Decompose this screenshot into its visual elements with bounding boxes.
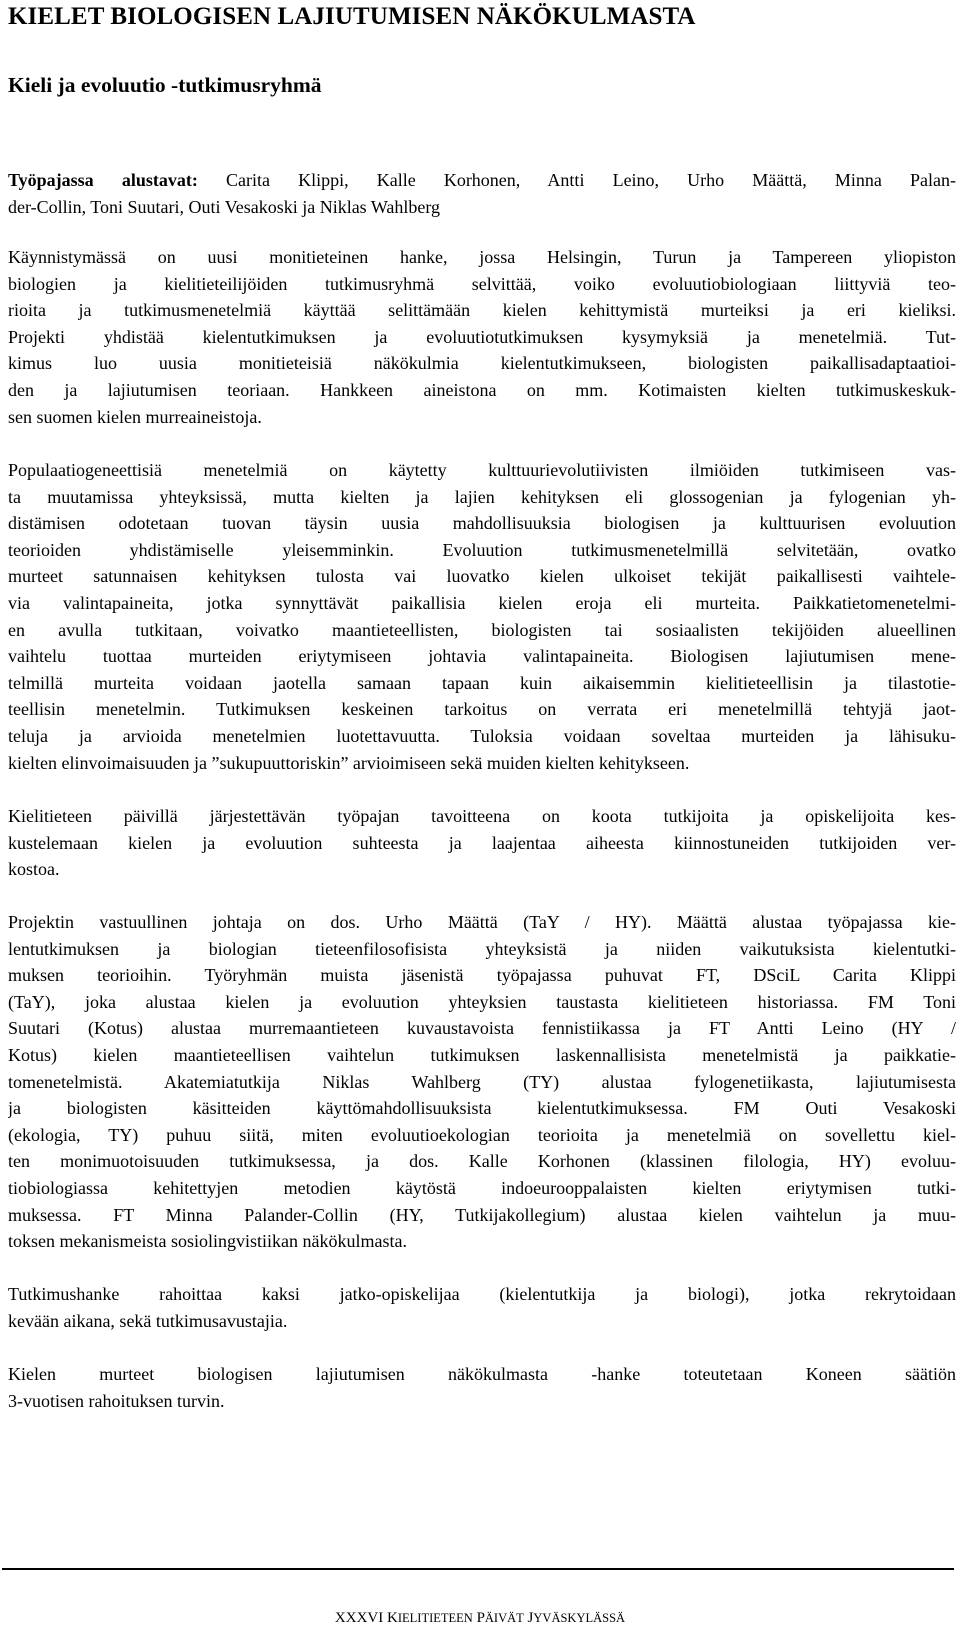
paragraph-line: toksen mekanismeista sosiolingvistiikan näkökulmasta.	[8, 1231, 407, 1252]
footer-cap-k: K	[387, 1610, 398, 1626]
page-footer	[0, 1608, 960, 1628]
paragraph-line: ten monimuotoisuuden tutkimuksessa, ja dos. Kalle Korhonen (klassinen filologia, HY) evoluu-	[8, 1151, 956, 1172]
footer-smallcaps-3: YVÄSKYLÄSSÄ	[533, 1611, 626, 1625]
paragraph-funding-positions	[8, 1281, 956, 1334]
paragraph-line: en avulla tutkitaan, voivatko maantieteellisten, biologisten tai sosiaalisten tekijöiden alueellinen	[8, 619, 956, 640]
paragraph-line: Projekti yhdistää kielentutkimuksen ja evoluutiotutkimuksen kysymyksiä ja menetelmiä. Tut-	[8, 326, 956, 347]
presenters-names: Carita Klippi, Kalle Korhonen, Antti Leino, Urho Määttä, Minna Palan-	[225, 170, 956, 190]
footer-cap-p: P	[476, 1610, 485, 1626]
paragraph-line: Kielitieteen päivillä järjestettävän työpajan tavoitteena on koota tutkijoita ja opiskelijoita kes-	[8, 806, 956, 826]
paragraph-line: 3-vuotisen rahoituksen turvin.	[8, 1390, 225, 1411]
paragraph-intro	[8, 244, 956, 430]
paragraph-line: (TaY), joka alustaa kielen ja evoluution yhteyksien taustasta kielitieteen historiassa. FM Toni	[8, 991, 956, 1012]
footer-smallcaps-1: IELITIETEEN	[397, 1611, 473, 1625]
paragraph-line: telmillä murteita voidaan jaotella samaan tapaan kuin aikaisemmin kielitieteellisin ja tilastotie-	[8, 672, 956, 693]
paragraph-line: muksessa. FT Minna Palander-Collin (HY, Tutkijakollegium) alustaa kielen vaihtelun ja muu-	[8, 1204, 956, 1225]
paragraph-line: Kielen murteet biologisen lajiutumisen näkökulmasta -hanke toteutetaan Koneen säätiön	[8, 1364, 956, 1384]
paragraph-line: Populaatiogeneettisiä menetelmiä on käytetty kulttuurievolutiivisten ilmiöiden tutkimiseen vas-	[8, 460, 956, 480]
paragraph-line: kevään aikana, sekä tutkimusavustajia.	[8, 1310, 288, 1331]
paragraph-line: rioita ja tutkimusmenetelmiä käyttää selittämään kielen kehittymistä murteiksi ja eri kieliksi.	[8, 300, 956, 321]
paragraph-line: teorioiden yhdistämiselle yleisemminkin. Evoluution tutkimusmenetelmillä selvitetään, ovatko	[8, 539, 956, 560]
footer-cap-j: J	[527, 1610, 534, 1626]
presenters-block	[8, 167, 956, 220]
paragraph-line: (ekologia, TY) puhuu siitä, miten evoluutioekologian teorioita ja menetelmiä on sovellettu kiel-	[8, 1124, 956, 1145]
presenters-line: der-Collin, Toni Suutari, Outi Vesakoski ja Niklas Wahlberg	[8, 196, 441, 217]
paragraph-line: kustelemaan kielen ja evoluution suhteesta ja laajentaa aiheesta kiinnostuneiden tutkijoiden ver-	[8, 832, 956, 853]
paragraph-line: den ja lajiutumisen teoriaan. Hankkeen aineistona on mm. Kotimaisten kielten tutkimuskeskuk-	[8, 379, 956, 400]
document-title: KIELET BIOLOGISEN LAJIUTUMISEN NÄKÖKULMASTA	[8, 3, 696, 30]
document-page	[8, 0, 956, 1411]
footer-rule	[2, 1568, 954, 1570]
paragraph-speakers	[8, 909, 956, 1255]
paragraph-line: Suutari (Kotus) alustaa murremaantieteen kuvaustavoista fennistiikassa ja FT Antti Leino (HY /	[8, 1018, 956, 1039]
paragraph-line: teluja ja arvioida menetelmien luotettavuutta. Tuloksia voidaan soveltaa murteiden ja lähisuku-	[8, 725, 956, 746]
footer-smallcaps-2: ÄIVÄT	[484, 1611, 524, 1625]
paragraph-line: Tutkimushanke rahoittaa kaksi jatko-opiskelijaa (kielentutkija ja biologi), jotka rekrytoidaan	[8, 1284, 956, 1304]
paragraph-line: ta muutamissa yhteyksissä, mutta kielten ja lajien kehityksen eli glossogenian ja fylogenian yh-	[8, 486, 956, 507]
presenters-label: Työpajassa alustavat:	[8, 170, 198, 190]
paragraph-funding-source	[8, 1361, 956, 1414]
paragraph-workshop-goal	[8, 803, 956, 883]
paragraph-line: tiobiologiassa kehitettyjen metodien käytöstä indoeurooppalaisten kielten eriytymisen tutki-	[8, 1177, 956, 1198]
paragraph-line: vaihtelu tuottaa murteiden eriytymiseen johtavia valintapaineita. Biologisen lajiutumisen mene-	[8, 646, 956, 667]
paragraph-methods	[8, 457, 956, 776]
paragraph-line: Käynnistymässä on uusi monitieteinen hanke, jossa Helsingin, Turun ja Tampereen yliopiston	[8, 247, 956, 267]
paragraph-line: teellisin menetelmin. Tutkimuksen keskeinen tarkoitus on verrata eri menetelmillä tehtyjä jaot-	[8, 699, 956, 720]
document-subtitle: Kieli ja evoluutio -tutkimusryhmä	[8, 73, 322, 97]
footer-number: XXXVI	[334, 1610, 384, 1626]
paragraph-line: murteet satunnaisen kehityksen tulosta vai luovatko kielen ulkoiset tekijät paikallisesti vaihtele-	[8, 566, 956, 587]
paragraph-line: muksen teorioihin. Työryhmän muista jäsenistä työpajassa puhuvat FT, DSciL Carita Klippi	[8, 965, 956, 986]
paragraph-line: biologien ja kielitieteilijöiden tutkimusryhmä selvittää, voiko evoluutiobiologiaan liittyviä teo-	[8, 273, 956, 294]
paragraph-line: Kotus) kielen maantieteellisen vaihtelun tutkimuksen laskennallisista menetelmistä ja paikkatie-	[8, 1044, 956, 1065]
paragraph-line: Projektin vastuullinen johtaja on dos. Urho Määttä (TaY / HY). Määttä alustaa työpajassa kie-	[8, 912, 956, 932]
paragraph-line: lentutkimuksen ja biologian tieteenfilosofisista yhteyksistä ja niiden vaikutuksista kielentutki-	[8, 938, 956, 959]
paragraph-line: via valintapaineita, jotka synnyttävät paikallisia kielen eroja eli murteita. Paikkatietomenetelmi-	[8, 592, 956, 613]
presenters-line	[8, 167, 956, 194]
paragraph-line: kimus luo uusia monitieteisiä näkökulmia kielentutkimukseen, biologisten paikallisadaptaatioi-	[8, 353, 956, 374]
paragraph-line: tomenetelmistä. Akatemiatutkija Niklas Wahlberg (TY) alustaa fylogenetiikasta, lajiutumisesta	[8, 1071, 956, 1092]
paragraph-line: kielten elinvoimaisuuden ja ”sukupuuttoriskin” arvioimiseen sekä muiden kielten kehitykseen.	[8, 752, 690, 773]
paragraph-line: distämisen odotetaan tuovan täysin uusia mahdollisuuksia biologisen ja kulttuurisen evoluution	[8, 513, 956, 534]
paragraph-line: ja biologisten käsitteiden käyttömahdollisuuksista kielentutkimuksessa. FM Outi Vesakoski	[8, 1098, 956, 1119]
paragraph-line: sen suomen kielen murreaineistoja.	[8, 406, 262, 427]
paragraph-line: kostoa.	[8, 859, 60, 880]
